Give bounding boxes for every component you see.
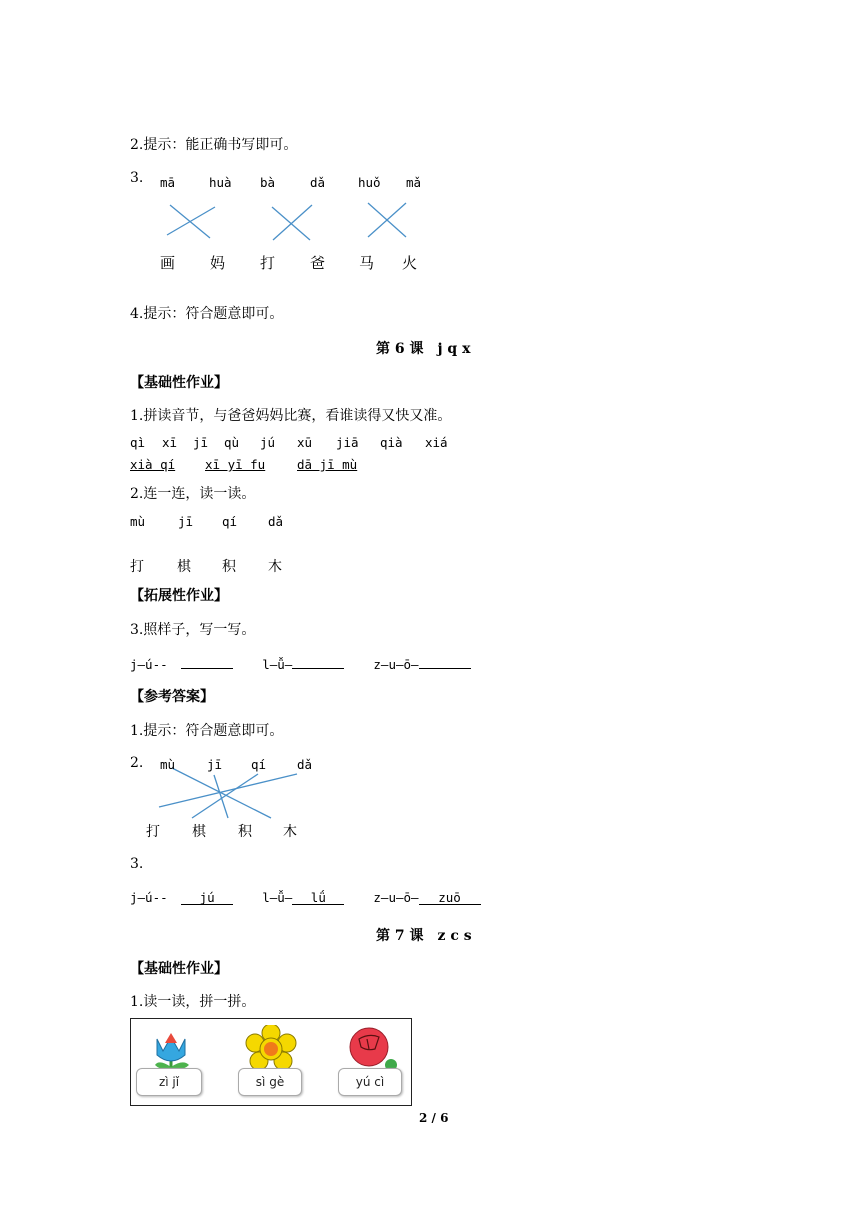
answer-3-number: 3. [130, 856, 144, 872]
word-2: xī yī fu [205, 457, 266, 472]
q2-pinyin-4: dǎ [268, 514, 284, 529]
a3-row [130, 890, 481, 905]
a2-pinyin-1: mù [160, 757, 176, 772]
hanzi-3: 打 [260, 254, 276, 272]
q2-pinyin-2: jī [178, 514, 194, 529]
answer-blank-2[interactable] [292, 654, 344, 669]
pinyin-4: dǎ [310, 175, 326, 190]
pinyin-2: huà [209, 175, 232, 190]
syllable-7: jiā [336, 435, 359, 450]
pinyin-6: mǎ [406, 175, 422, 190]
word-3: dā jī mù [297, 457, 358, 472]
a2-hanzi-1: 打 [146, 824, 160, 840]
lesson-7-question-1: 1.读一读，拼一拼。 [130, 994, 256, 1010]
question-2: 2.连一连，读一读。 [130, 486, 256, 502]
answer-filled-2: lǘ [292, 890, 344, 905]
basic-homework-header-7: 【基础性作业】 [130, 961, 228, 977]
word-1: xià qí [130, 457, 176, 472]
answer-item-3-number: 3. [130, 170, 144, 186]
hanzi-5: 马 [359, 254, 375, 272]
a3-item-2: l—ǚ— [262, 890, 293, 905]
answer-item-4: 4.提示：符合题意即可。 [130, 306, 284, 322]
a2-hanzi-3: 积 [238, 824, 252, 840]
syllable-2: xī [162, 435, 178, 450]
a2-pinyin-2: jī [207, 757, 223, 772]
answer-blank-1[interactable] [181, 654, 233, 669]
page-number: 2 / 6 [419, 1111, 449, 1125]
q2-pinyin-3: qí [222, 514, 238, 529]
syllable-4: qù [224, 435, 240, 450]
answer-blank-3[interactable] [419, 654, 471, 669]
syllable-6: xū [297, 435, 313, 450]
extended-homework-header: 【拓展性作业】 [130, 588, 228, 604]
match-line [214, 775, 228, 818]
hanzi-2: 妈 [210, 254, 226, 272]
answer-2-number: 2. [130, 755, 144, 771]
q3-item-1: j—ú-- [130, 657, 176, 672]
question-3: 3.照样子，写一写。 [130, 622, 256, 638]
hanzi-1: 画 [160, 254, 176, 272]
match-line [273, 205, 312, 240]
syllable-5: jú [260, 435, 276, 450]
question-1: 1.拼读音节，与爸爸妈妈比赛，看谁读得又快又准。 [130, 408, 452, 424]
q3-row [130, 654, 471, 672]
syllable-8: qià [380, 435, 403, 450]
answer-filled-1: jú [181, 890, 233, 905]
q3-item-2: l—ǚ— [262, 657, 293, 672]
lesson-7-title: 第 7 课 z c s [376, 928, 472, 944]
a2-pinyin-4: dǎ [297, 757, 313, 772]
q3-item-3: z—u—ō— [373, 657, 419, 672]
picture-card-box [130, 1018, 412, 1106]
q2-hanzi-4: 木 [268, 559, 282, 575]
match-line [159, 774, 297, 807]
a3-item-1: j—ú-- [130, 890, 176, 905]
q2-hanzi-3: 积 [222, 559, 236, 575]
a2-hanzi-4: 木 [283, 824, 297, 840]
q2-hanzi-1: 打 [130, 559, 144, 575]
answer-filled-3: zuō [419, 890, 481, 905]
syllable-1: qì [130, 435, 146, 450]
pinyin-card-1: zì jǐ [136, 1068, 202, 1096]
answer-1: 1.提示：符合题意即可。 [130, 723, 284, 739]
lesson-6-title: 第 6 课 j q x [376, 341, 471, 357]
pinyin-card-2: sì gè [238, 1068, 302, 1096]
hanzi-6: 火 [402, 254, 418, 272]
answer-item-2: 2.提示：能正确书写即可。 [130, 137, 298, 153]
q2-hanzi-2: 棋 [177, 559, 191, 575]
pinyin-5: huǒ [358, 175, 381, 190]
pinyin-1: mā [160, 175, 176, 190]
reference-answers-header: 【参考答案】 [130, 689, 214, 705]
a2-hanzi-2: 棋 [192, 824, 206, 840]
match-line [167, 207, 215, 235]
hanzi-4: 爸 [310, 254, 326, 272]
match-line [192, 774, 258, 818]
syllable-9: xiá [425, 435, 448, 450]
pinyin-card-3: yú cì [338, 1068, 402, 1096]
pinyin-3: bà [260, 175, 276, 190]
a2-pinyin-3: qí [251, 757, 267, 772]
basic-homework-header: 【基础性作业】 [130, 375, 228, 391]
red-ball-icon [345, 1025, 397, 1073]
q2-pinyin-1: mù [130, 514, 146, 529]
syllable-3: jī [193, 435, 209, 450]
a3-item-3: z—u—ō— [373, 890, 419, 905]
